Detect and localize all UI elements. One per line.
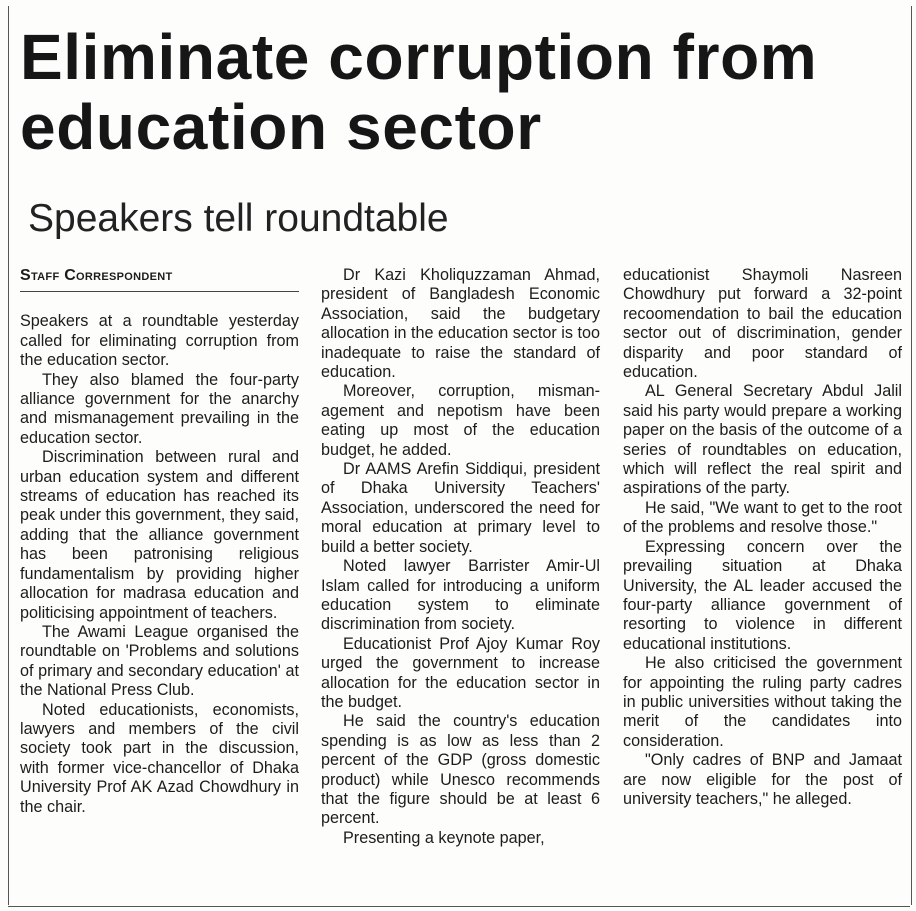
subheadline: Speakers tell roundtable [28, 197, 449, 240]
paragraph: He also criticised the government for appointing the ruling party cadres in public universities without taking the merit of the candidates into consideration. [623, 654, 902, 750]
headline: Eliminate corruption from education sector [20, 21, 818, 163]
paragraph: Speakers at a roundtable yesterday called for eliminating corruption from the education sector. [20, 312, 299, 370]
paragraph: He said the country's education spending is as low as less than 2 percent of the GDP (gross domestic product) while Unesco recommends that the figure should be at least 6 percent. [321, 712, 600, 828]
column-2 [321, 266, 600, 848]
bottom-rule [8, 906, 910, 907]
paragraph: AL General Secretary Abdul Jalil said his party would prepare a working paper on the basis of the outcome of a series of roundtables on education, which will reflect the real spirit and aspirations of the party. [623, 382, 902, 498]
paragraph: "Only cadres of BNP and Jamaat are now eligible for the post of university teachers," he alleged. [623, 751, 902, 808]
column-1 [20, 266, 299, 817]
paragraph: He said, "We want to get to the root of the problems and resolve those." [623, 498, 902, 537]
paragraph: Noted educationists, economists, lawyers and members of the civil society took part in the discussion, with former vice-chancellor of Dhaka University Prof AK Azad Chowdhury in the chair. [20, 700, 299, 816]
paragraph: Dr Kazi Kholiquzzaman Ahmad, president of Bangladesh Economic Association, said the budgetary allocation in the education sector is too inadequate to raise the standard of education. [321, 266, 600, 382]
paragraph: Expressing concern over the prevailing situation at Dhaka University, the AL leader accused the four-party alliance government of resorting to violence in different educational institutions. [623, 537, 902, 653]
paragraph: They also blamed the four-party alliance government for the anarchy and mismanagement prevailing in the education sector. [20, 370, 299, 447]
paragraph: Moreover, corruption, mismanagement and nepotism have been eating up most of the education budget, he added. [321, 382, 600, 459]
column-3 [623, 266, 902, 809]
paragraph: educationist Shaymoli Nasreen Chowdhury put forward a 32-point recoomendation to bail the education sector out of discrimination, gender disparity and poor standard of education. [623, 266, 902, 382]
paragraph: Educationist Prof Ajoy Kumar Roy urged the government to increase allocation for the education sector in the budget. [321, 634, 600, 711]
paragraph: Presenting a keynote paper, [343, 828, 545, 847]
paragraph: Discrimination between rural and urban education system and different streams of education has reached its peak under this government, they said, adding that the alliance government has been patronising religious fundamentalism by providing higher allocation for madrasa education and politicising appointment of teachers. [20, 448, 299, 622]
paragraph: Noted lawyer Barrister Amir-Ul Islam called for introducing a uniform education system to eliminate discrimination from society. [321, 557, 600, 634]
paragraph: Dr AAMS Arefin Siddiqui, president of Dhaka University Teachers' Association, underscored the need for moral education at primary level to build a better society. [321, 460, 600, 556]
paragraph: The Awami League organised the roundtable on 'Problems and solutions of primary and secondary education' at the National Press Club. [20, 622, 299, 700]
byline: Staff Correspondent [20, 266, 299, 292]
